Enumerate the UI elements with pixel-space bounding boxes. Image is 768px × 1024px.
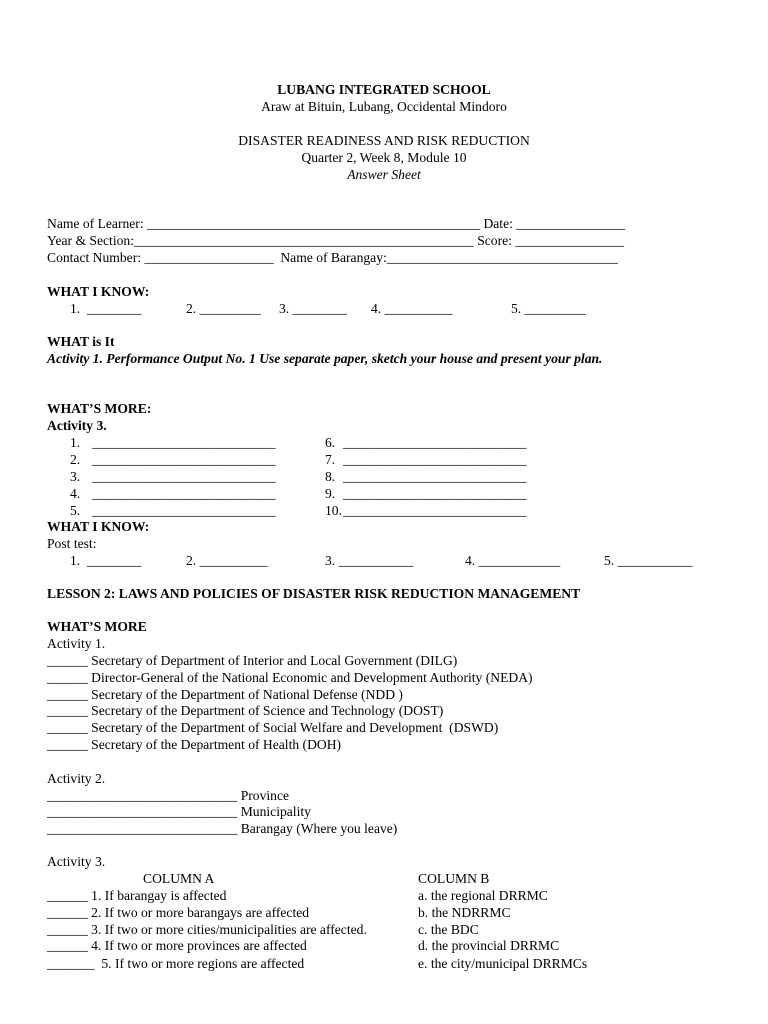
column-b-item: c. the BDC	[418, 922, 479, 937]
posttest-item-4: 4. ____________	[465, 553, 561, 568]
posttest-item-5: 5. ___________	[604, 553, 693, 568]
level-item: ____________________________ Province	[47, 788, 290, 803]
answer-number: 4.	[70, 486, 81, 501]
quarter-info: Quarter 2, Week 8, Module 10	[301, 150, 467, 165]
official-item: ______ Secretary of Department of Interior and Local Government (DILG)	[47, 653, 458, 668]
pretest-item-1: 1. ________	[70, 301, 142, 316]
answer-blank: ___________________________	[343, 503, 527, 518]
column-b-item: e. the city/municipal DRRMCs	[418, 956, 588, 971]
column-a-item: ______ 3. If two or more cities/municipalities are affected.	[47, 922, 367, 937]
level-item: ____________________________ Barangay (Where you leave)	[47, 821, 398, 836]
posttest-item-2: 2. __________	[186, 553, 268, 568]
answer-blank: ___________________________	[343, 486, 527, 501]
answer-blank: ___________________________	[343, 469, 527, 484]
answer-blank: ___________________________	[92, 435, 276, 450]
answer-blank: ___________________________	[92, 503, 276, 518]
official-item: ______ Secretary of the Department of National Defense (NDD )	[47, 687, 403, 702]
lesson-2-activity-2-label: Activity 2.	[47, 771, 106, 786]
lesson-2-activity-1-label: Activity 1.	[47, 636, 106, 651]
pretest-item-4: 4. __________	[371, 301, 453, 316]
whats-more-heading: WHAT’S MORE:	[47, 401, 152, 416]
post-test-heading: WHAT I KNOW:	[47, 519, 150, 534]
column-b-item: a. the regional DRRMC	[418, 888, 548, 903]
school-address: Araw at Bituin, Lubang, Occidental Mindoro	[261, 99, 507, 114]
learner-name-line: Name of Learner: _________________________________________________ Date: ________________	[47, 216, 626, 231]
lesson-2-title: LESSON 2: LAWS AND POLICIES OF DISASTER RISK REDUCTION MANAGEMENT	[47, 586, 581, 601]
post-test-label: Post test:	[47, 536, 97, 551]
column-a-item: ______ 2. If two or more barangays are affected	[47, 905, 310, 920]
official-item: ______ Secretary of the Department of Health (DOH)	[47, 737, 342, 752]
pretest-item-5: 5. _________	[511, 301, 586, 316]
answer-number: 10.	[325, 503, 342, 518]
subject-title: DISASTER READINESS AND RISK REDUCTION	[238, 133, 530, 148]
lesson-2-activity-3-label: Activity 3.	[47, 854, 106, 869]
answer-blank: ___________________________	[92, 469, 276, 484]
answer-number: 7.	[325, 452, 336, 467]
answer-blank: ___________________________	[92, 486, 276, 501]
column-a-header: COLUMN A	[143, 871, 215, 886]
contact-line: Contact Number: ___________________ Name of Barangay:__________________________________	[47, 250, 618, 265]
what-i-know-heading: WHAT I KNOW:	[47, 284, 150, 299]
official-item: ______ Secretary of the Department of Social Welfare and Development (DSWD)	[47, 720, 499, 735]
year-section-line: Year & Section:__________________________________________________ Score: ________________	[47, 233, 625, 248]
column-b-item: b. the NDRRMC	[418, 905, 511, 920]
column-a-item: _______ 5. If two or more regions are affected	[47, 956, 305, 971]
answer-number: 1.	[70, 435, 81, 450]
column-a-item: ______ 4. If two or more provinces are affected	[47, 938, 307, 953]
activity-1-instruction: Activity 1. Performance Output No. 1 Use separate paper, sketch your house and present your plan.	[47, 351, 603, 366]
what-is-it-heading: WHAT is It	[47, 334, 115, 349]
column-b-item: d. the provincial DRRMC	[418, 938, 560, 953]
answer-number: 3.	[70, 469, 81, 484]
school-name: LUBANG INTEGRATED SCHOOL	[277, 82, 491, 97]
answer-number: 5.	[70, 503, 81, 518]
level-item: ____________________________ Municipality	[47, 804, 311, 819]
answer-number: 2.	[70, 452, 81, 467]
column-b-header: COLUMN B	[418, 871, 490, 886]
pretest-item-3: 3. ________	[279, 301, 347, 316]
answer-number: 9.	[325, 486, 336, 501]
answer-number: 8.	[325, 469, 336, 484]
official-item: ______ Secretary of the Department of Science and Technology (DOST)	[47, 703, 444, 718]
activity-3-label: Activity 3.	[47, 418, 107, 433]
posttest-item-3: 3. ___________	[325, 553, 414, 568]
official-item: ______ Director-General of the National Economic and Development Authority (NEDA)	[47, 670, 533, 685]
pretest-item-2: 2. _________	[186, 301, 261, 316]
answer-blank: ___________________________	[343, 452, 527, 467]
column-a-item: ______ 1. If barangay is affected	[47, 888, 227, 903]
answer-blank: ___________________________	[343, 435, 527, 450]
answer-number: 6.	[325, 435, 336, 450]
answer-blank: ___________________________	[92, 452, 276, 467]
sheet-title: Answer Sheet	[347, 167, 421, 182]
lesson-2-whats-more-heading: WHAT’S MORE	[47, 619, 147, 634]
posttest-item-1: 1. ________	[70, 553, 142, 568]
